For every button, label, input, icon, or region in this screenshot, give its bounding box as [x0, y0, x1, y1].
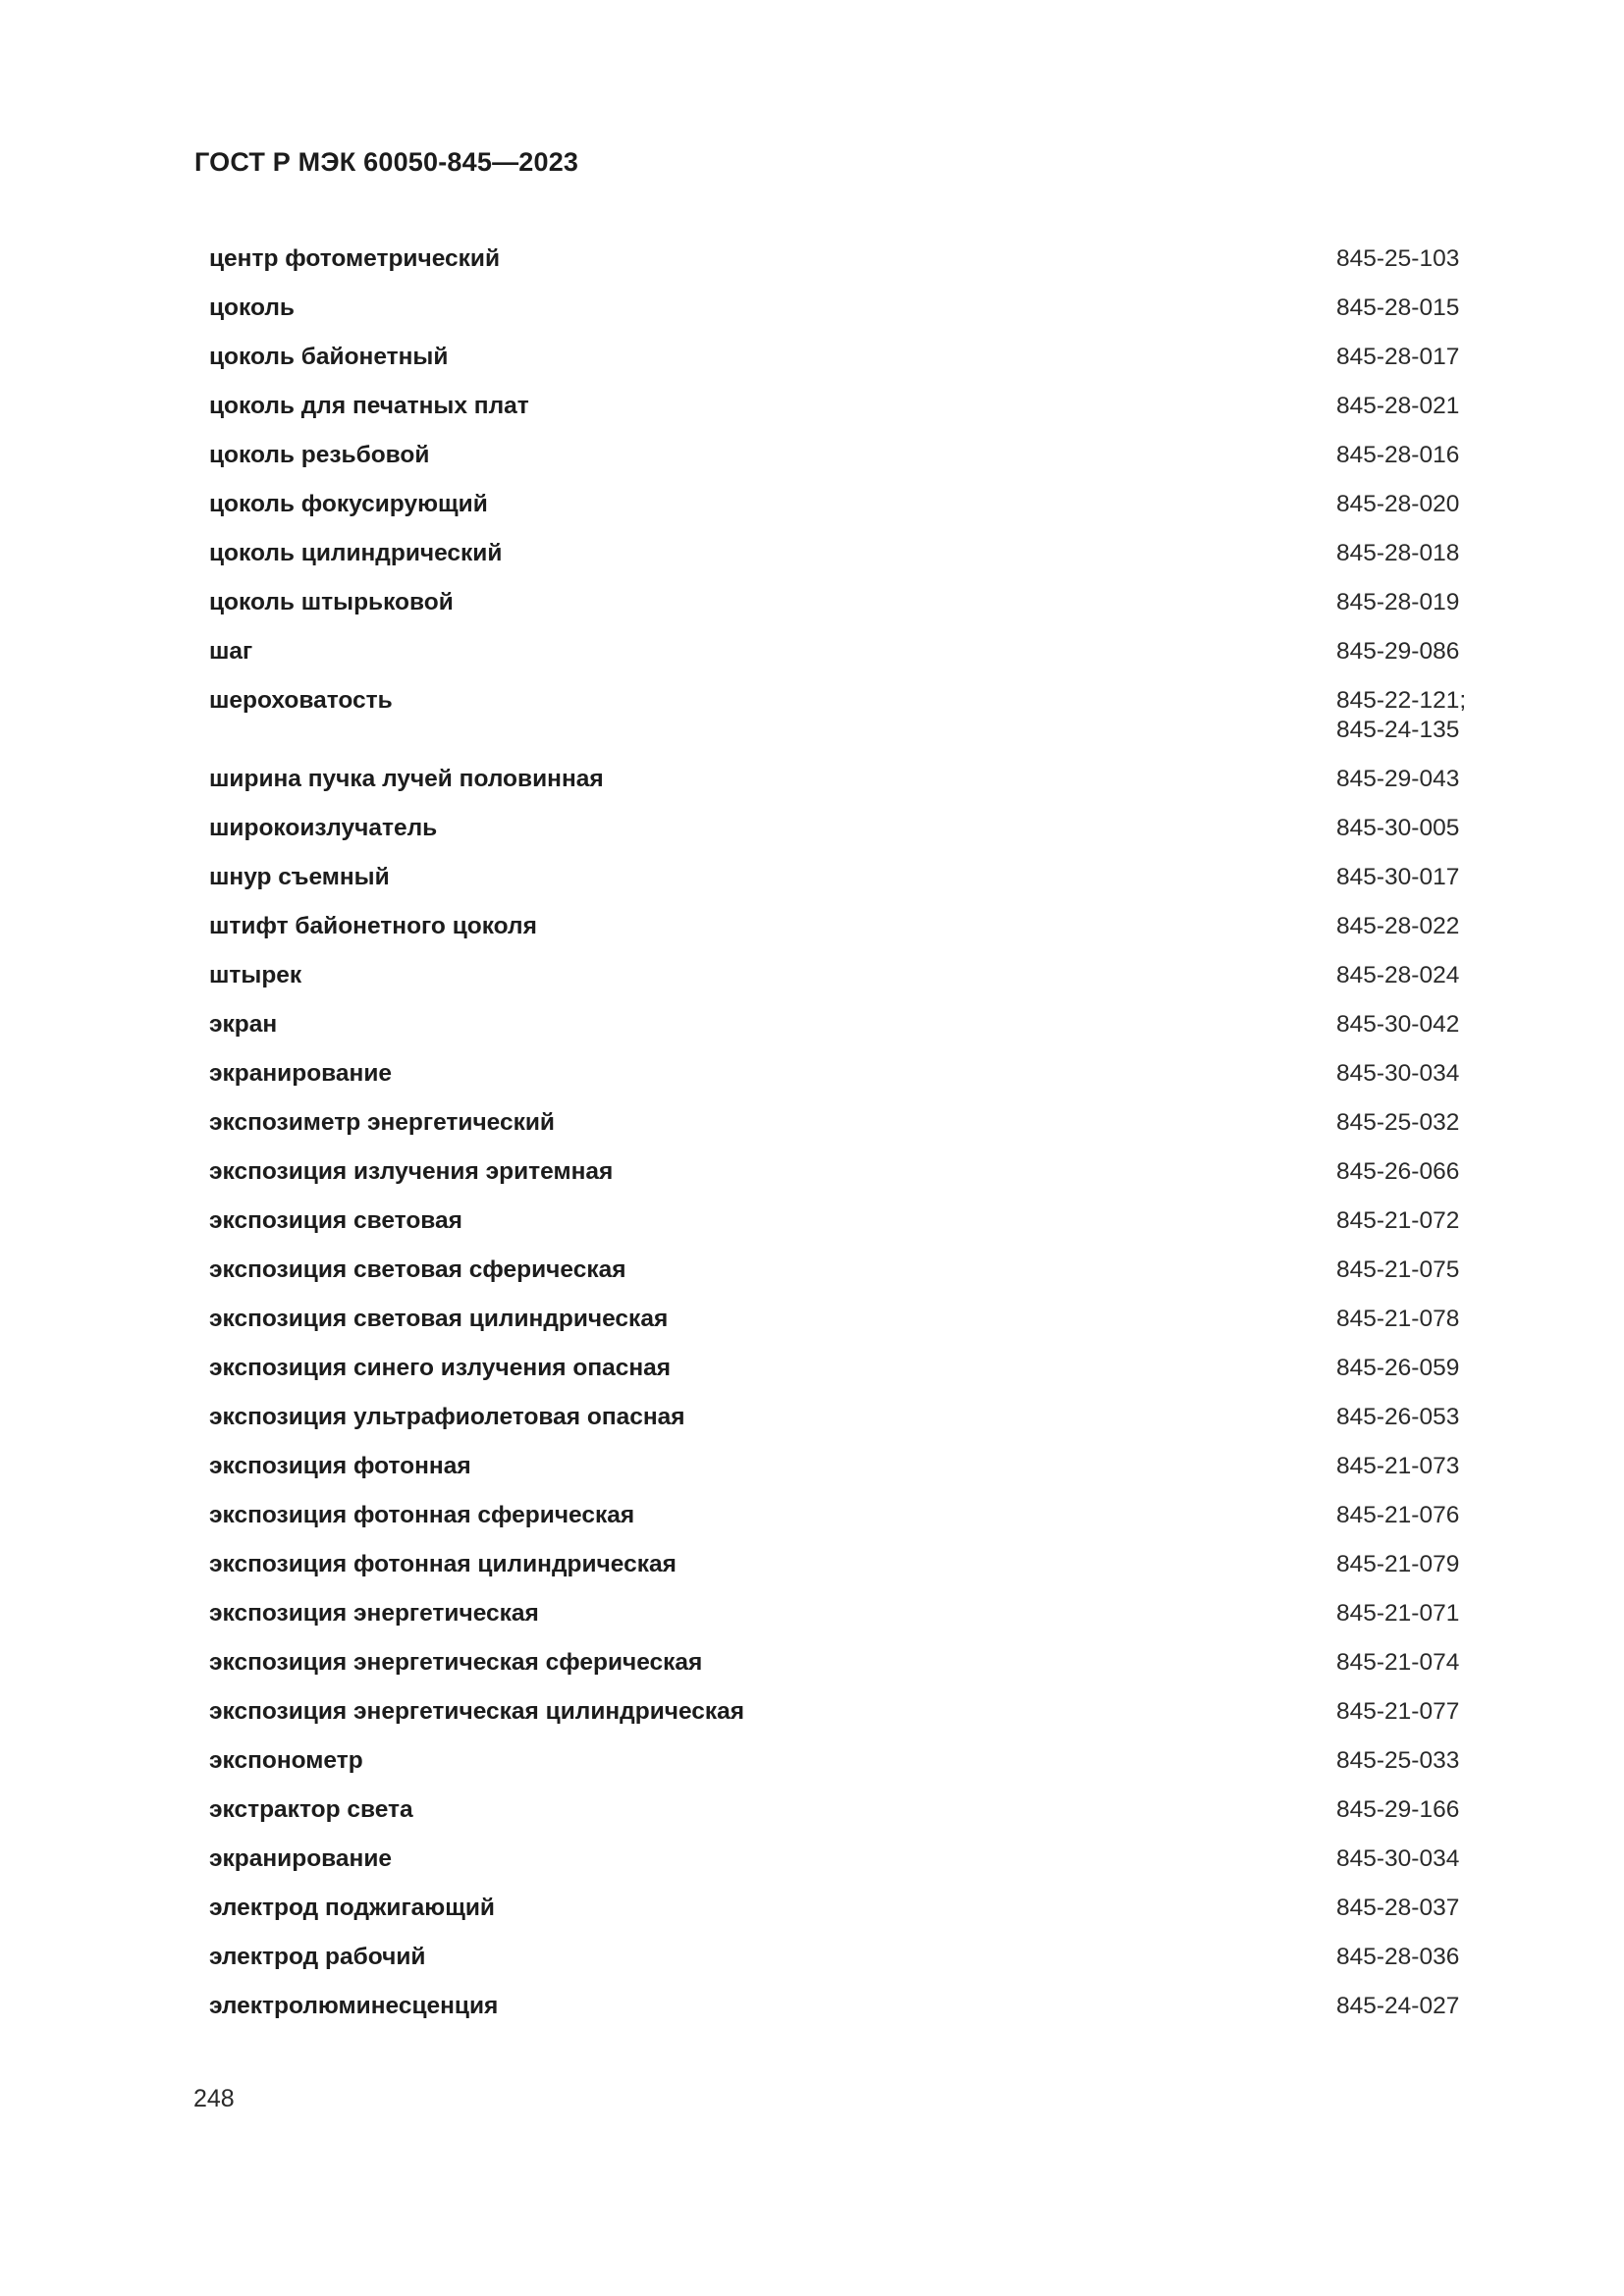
index-code: 845-29-043 — [1336, 766, 1460, 792]
index-term: широкоизлучатель — [209, 815, 438, 841]
index-row — [209, 1201, 1476, 1250]
index-code: 845-24-027 — [1336, 1993, 1460, 2019]
index-code: 845-25-033 — [1336, 1747, 1460, 1774]
index-term: цоколь штырьковой — [209, 589, 454, 615]
index-code: 845-28-036 — [1336, 1944, 1460, 1970]
index-code: 845-26-053 — [1336, 1404, 1460, 1430]
index-code: 845-30-034 — [1336, 1845, 1460, 1872]
index-codes — [1336, 533, 1476, 568]
index-codes — [1336, 239, 1476, 274]
index-row — [209, 533, 1476, 582]
index-codes — [1336, 680, 1476, 745]
index-code: 845-28-022 — [1336, 913, 1460, 939]
index-code: 845-28-020 — [1336, 491, 1460, 517]
index-codes — [1336, 1102, 1476, 1138]
index-code: 845-30-005 — [1336, 815, 1460, 841]
index-term: экранирование — [209, 1845, 393, 1872]
index-codes — [1336, 1593, 1476, 1629]
index-codes — [1336, 1299, 1476, 1334]
index-codes — [1336, 1740, 1476, 1776]
index-code: 845-29-166 — [1336, 1796, 1460, 1823]
index-term: цоколь байонетный — [209, 344, 449, 370]
index-row — [209, 1937, 1476, 1986]
index-codes — [1336, 1691, 1476, 1727]
document-header: ГОСТ Р МЭК 60050-845—2023 — [194, 147, 579, 177]
index-code: 845-28-019 — [1336, 589, 1460, 615]
index-term: цоколь резьбовой — [209, 442, 430, 468]
index-row — [209, 1446, 1476, 1495]
index-term: электролюминесценция — [209, 1993, 499, 2019]
index-codes — [1336, 582, 1476, 617]
index-row — [209, 1789, 1476, 1839]
index-codes — [1336, 955, 1476, 990]
index-row — [209, 337, 1476, 386]
index-code: 845-30-034 — [1336, 1060, 1460, 1087]
index-row — [209, 1299, 1476, 1348]
index-term: экспозиция излучения эритемная — [209, 1158, 614, 1185]
index-row — [209, 386, 1476, 435]
index-term: цоколь — [209, 294, 295, 321]
index-code: 845-30-042 — [1336, 1011, 1460, 1038]
index-codes — [1336, 337, 1476, 372]
index-term: экспозиция световая цилиндрическая — [209, 1306, 669, 1332]
index-codes — [1336, 857, 1476, 892]
index-term: экспонометр — [209, 1747, 363, 1774]
index-term: центр фотометрический — [209, 245, 501, 272]
index-term: экстрактор света — [209, 1796, 413, 1823]
index-row — [209, 1839, 1476, 1888]
index-codes — [1336, 1495, 1476, 1530]
index-code: 845-30-017 — [1336, 864, 1460, 890]
index-row — [209, 582, 1476, 631]
index-code: 845-21-073 — [1336, 1453, 1460, 1479]
index-term: шероховатость — [209, 687, 393, 714]
index-codes — [1336, 759, 1476, 794]
index-row — [209, 1740, 1476, 1789]
index-row — [209, 1986, 1476, 2035]
index-row — [209, 906, 1476, 955]
index-term: экспозиция фотонная — [209, 1453, 471, 1479]
index-row — [209, 1053, 1476, 1102]
index-term: экспозиция световая сферическая — [209, 1256, 626, 1283]
index-code: 845-21-074 — [1336, 1649, 1460, 1676]
index-row — [209, 288, 1476, 337]
index-term: цоколь фокусирующий — [209, 491, 488, 517]
index-code: 845-22-121; — [1336, 687, 1467, 714]
index-row — [209, 1642, 1476, 1691]
page-number: 248 — [193, 2085, 235, 2112]
index-term: электрод поджигающий — [209, 1895, 495, 1921]
index-row — [209, 808, 1476, 857]
index-row — [209, 1348, 1476, 1397]
index-code: 845-21-077 — [1336, 1698, 1460, 1725]
index-row — [209, 955, 1476, 1004]
index-term: цоколь цилиндрический — [209, 540, 503, 566]
index-term: экран — [209, 1011, 278, 1038]
index-code: 845-21-076 — [1336, 1502, 1460, 1528]
index-codes — [1336, 1839, 1476, 1874]
index-code: 845-26-059 — [1336, 1355, 1460, 1381]
index-codes — [1336, 386, 1476, 421]
index-code: 845-28-017 — [1336, 344, 1460, 370]
index-term: экспозиция световая — [209, 1207, 462, 1234]
index-code: 845-28-037 — [1336, 1895, 1460, 1921]
index-row — [209, 1691, 1476, 1740]
index-term: экспозиция энергетическая сферическая — [209, 1649, 703, 1676]
index-codes — [1336, 1201, 1476, 1236]
index-codes — [1336, 631, 1476, 667]
index-code: 845-25-103 — [1336, 245, 1460, 272]
index-term: экспозиция фотонная сферическая — [209, 1502, 635, 1528]
index-term: ширина пучка лучей половинная — [209, 766, 604, 792]
index-row — [209, 1593, 1476, 1642]
index-row — [209, 1397, 1476, 1446]
index-code: 845-29-086 — [1336, 638, 1460, 665]
index-codes — [1336, 1937, 1476, 1972]
index-row — [209, 1004, 1476, 1053]
index-term: экспозиция энергетическая цилиндрическая — [209, 1698, 745, 1725]
index-codes — [1336, 1986, 1476, 2021]
index-term: штифт байонетного цоколя — [209, 913, 537, 939]
index-row — [209, 1888, 1476, 1937]
index-term: экспозиметр энергетический — [209, 1109, 555, 1136]
index-term: экранирование — [209, 1060, 393, 1087]
index-term: цоколь для печатных плат — [209, 393, 529, 419]
index-code: 845-25-032 — [1336, 1109, 1460, 1136]
index-codes — [1336, 435, 1476, 470]
index-codes — [1336, 1789, 1476, 1825]
index-codes — [1336, 288, 1476, 323]
index-codes — [1336, 808, 1476, 843]
index-codes — [1336, 1544, 1476, 1579]
index-row — [209, 1495, 1476, 1544]
index-code: 845-28-015 — [1336, 294, 1460, 321]
index-code: 845-21-075 — [1336, 1256, 1460, 1283]
index-codes — [1336, 1004, 1476, 1040]
index-code: 845-21-072 — [1336, 1207, 1460, 1234]
index-code: 845-21-079 — [1336, 1551, 1460, 1577]
index-code: 845-24-135 — [1336, 717, 1460, 743]
index-codes — [1336, 906, 1476, 941]
index-codes — [1336, 1446, 1476, 1481]
index-codes — [1336, 1348, 1476, 1383]
index-row — [209, 857, 1476, 906]
index-code: 845-26-066 — [1336, 1158, 1460, 1185]
index-row — [209, 1250, 1476, 1299]
index-code: 845-28-018 — [1336, 540, 1460, 566]
index-term: экспозиция фотонная цилиндрическая — [209, 1551, 677, 1577]
index-row — [209, 484, 1476, 533]
term-index-list — [209, 239, 1476, 2035]
index-row — [209, 1102, 1476, 1151]
index-code: 845-21-071 — [1336, 1600, 1460, 1627]
index-codes — [1336, 1053, 1476, 1089]
index-row — [209, 631, 1476, 680]
index-code: 845-21-078 — [1336, 1306, 1460, 1332]
index-term: экспозиция синего излучения опасная — [209, 1355, 672, 1381]
index-row — [209, 680, 1476, 759]
index-term: электрод рабочий — [209, 1944, 426, 1970]
index-code: 845-28-016 — [1336, 442, 1460, 468]
index-codes — [1336, 1151, 1476, 1187]
index-row — [209, 239, 1476, 288]
index-row — [209, 759, 1476, 808]
index-term: экспозиция энергетическая — [209, 1600, 539, 1627]
index-term: экспозиция ультрафиолетовая опасная — [209, 1404, 685, 1430]
index-code: 845-28-024 — [1336, 962, 1460, 988]
index-term: шаг — [209, 638, 253, 665]
index-row — [209, 1151, 1476, 1201]
index-code: 845-28-021 — [1336, 393, 1460, 419]
index-codes — [1336, 1642, 1476, 1678]
index-codes — [1336, 1397, 1476, 1432]
index-row — [209, 435, 1476, 484]
index-row — [209, 1544, 1476, 1593]
index-codes — [1336, 484, 1476, 519]
index-term: шнур съемный — [209, 864, 390, 890]
index-codes — [1336, 1250, 1476, 1285]
index-codes — [1336, 1888, 1476, 1923]
index-term: штырек — [209, 962, 302, 988]
